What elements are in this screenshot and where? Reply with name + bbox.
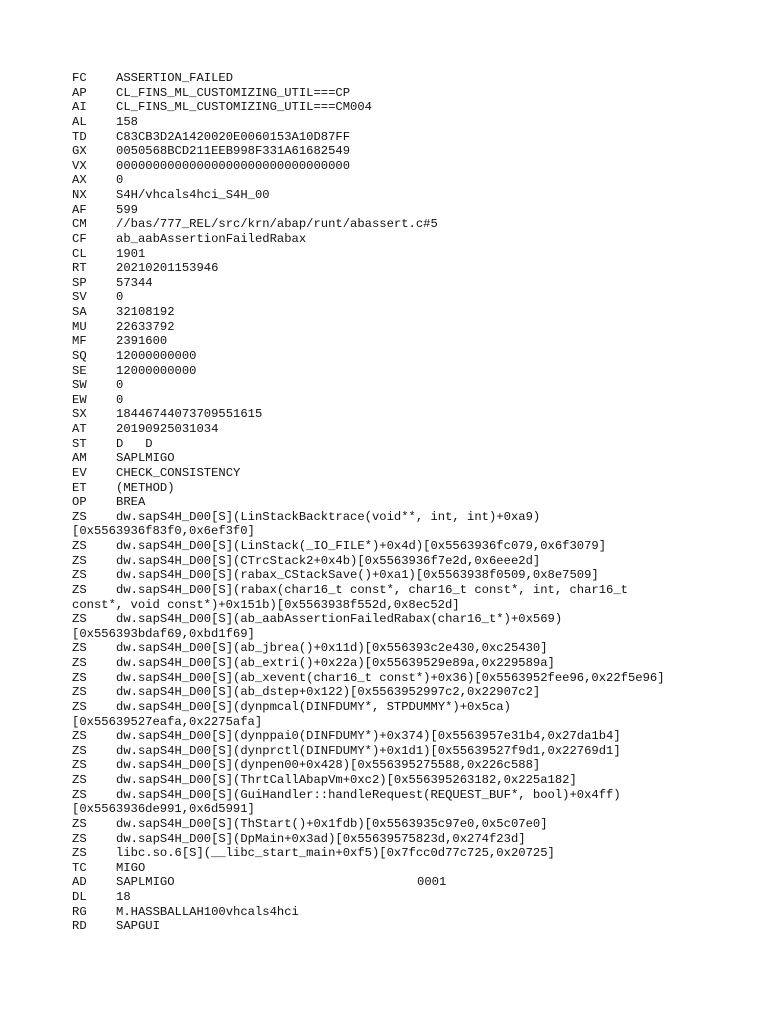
dump-field-key: OP: [72, 495, 87, 510]
dump-field-key: ZS: [72, 758, 87, 773]
dump-row: [72, 144, 712, 159]
dump-field-value: 20210201153946: [116, 261, 219, 276]
dump-field-value: 2391600: [116, 334, 168, 349]
dump-row: [72, 422, 712, 437]
dump-row: [72, 744, 712, 759]
dump-row: [72, 276, 712, 291]
dump-row: [72, 773, 712, 788]
dump-field-key: ZS: [72, 612, 87, 627]
dump-field-value: 57344: [116, 275, 153, 290]
dump-row: [72, 261, 712, 276]
dump-field-key: CF: [72, 231, 87, 246]
dump-field-value: 0: [116, 392, 124, 407]
dump-row: [72, 349, 712, 364]
dump-field-key: TD: [72, 129, 87, 144]
dump-row: [72, 130, 712, 145]
dump-row: [72, 495, 712, 510]
dump-field-value: ASSERTION_FAILED: [116, 71, 234, 85]
dump-field-value: SAPLMIGO: [116, 451, 175, 466]
dump-field-value: dw.sapS4H_D00[S](dynprctl(DINFDUMY*)+0x1d1)[0x55639527f9d1,0x22769d1]: [116, 743, 621, 758]
dump-row: [72, 510, 712, 539]
dump-field-key: SX: [72, 407, 87, 422]
dump-field-value: 18446744073709551615: [116, 407, 263, 422]
dump-field-value: dw.sapS4H_D00[S](CTrcStack2+0x4b)[0x5563936f7e2d,0x6eee2d]: [116, 553, 541, 568]
dump-field-key: SQ: [72, 348, 87, 363]
dump-row: [72, 568, 712, 583]
dump-field-key: AX: [72, 173, 87, 188]
dump-row: [72, 612, 712, 641]
dump-field-key: EV: [72, 465, 87, 480]
dump-field-key: SW: [72, 378, 87, 393]
dump-field-key: ZS: [72, 773, 87, 787]
dump-field-value: MIGO: [116, 860, 146, 875]
dump-field-key: AD: [72, 875, 87, 890]
dump-field-value: dw.sapS4H_D00[S](DpMain+0x3ad)[0x55639575823d,0x274f23d]: [116, 831, 526, 846]
dump-field-value: CL_FINS_ML_CUSTOMIZING_UTIL===CP: [116, 85, 351, 100]
dump-field-value: dw.sapS4H_D00[S](ThStart()+0x1fdb)[0x5563935c97e0,0x5c07e0]: [116, 816, 548, 831]
dump-field-key: ST: [72, 436, 87, 451]
dump-field-key: FC: [72, 71, 87, 85]
dump-field-value: 1901: [116, 246, 146, 261]
dump-field-key: SA: [72, 305, 87, 319]
dump-row: [72, 364, 712, 379]
dump-field-key: AP: [72, 85, 87, 100]
dump-field-value: 12000000000: [116, 363, 197, 378]
dump-field-value: CL_FINS_ML_CUSTOMIZING_UTIL===CM004: [116, 100, 372, 115]
dump-field-value: dw.sapS4H_D00[S](dynpen00+0x428)[0x556395275588,0x226c588]: [116, 758, 541, 773]
dump-field-value: CHECK_CONSISTENCY: [116, 465, 241, 480]
dump-field-value: 0050568BCD211EEB998F331A61682549: [116, 144, 351, 159]
dump-field-key: SP: [72, 275, 87, 290]
dump-row: [72, 393, 712, 408]
dump-field-value: dw.sapS4H_D00[S](rabax_CStackSave()+0xa1)[0x5563938f0509,0x8e7509]: [116, 568, 599, 583]
dump-field-key: CM: [72, 217, 87, 232]
dump-row: [72, 71, 712, 86]
dump-field-value: dw.sapS4H_D00[S](LinStackBacktrace(void**, int, int)+0xa9): [116, 509, 541, 524]
dump-row: [72, 407, 712, 422]
dump-row: [72, 539, 712, 554]
dump-field-key: ZS: [72, 787, 87, 802]
dump-field-key: ZS: [72, 685, 87, 700]
dump-field-value: 0: [116, 290, 124, 305]
dump-row: [72, 817, 712, 832]
dump-row: [72, 437, 712, 452]
dump-field-key: MU: [72, 319, 87, 334]
short-dump-listing: [72, 71, 712, 934]
dump-field-key: ZS: [72, 816, 87, 831]
dump-field-value: 20190925031034: [116, 422, 219, 436]
dump-field-extra-value: 0001: [417, 875, 447, 890]
dump-field-key: ZS: [72, 656, 87, 670]
dump-field-key: ZS: [72, 553, 87, 568]
dump-field-value: 599: [116, 202, 138, 217]
dump-field-key: ZS: [72, 670, 87, 685]
dump-field-key: ZS: [72, 568, 87, 583]
dump-row: [72, 685, 712, 700]
dump-row: [72, 758, 712, 773]
dump-field-key: RD: [72, 919, 87, 934]
dump-row: [72, 729, 712, 744]
dump-field-value: D D: [116, 436, 153, 451]
dump-row: [72, 905, 712, 920]
dump-field-key: AT: [72, 422, 87, 436]
dump-field-value: 32108192: [116, 305, 175, 319]
dump-field-value: 0: [116, 378, 124, 393]
dump-field-key: ZS: [72, 846, 87, 861]
dump-row: [72, 788, 712, 817]
dump-field-key: ZS: [72, 641, 87, 656]
dump-row: [72, 188, 712, 203]
dump-field-value: dw.sapS4H_D00[S](dynppai0(DINFDUMY*)+0x374)[0x5563957e31b4,0x27da1b4]: [116, 729, 621, 744]
dump-field-value: SAPGUI: [116, 919, 160, 934]
dump-field-value: dw.sapS4H_D00[S](ab_jbrea()+0x11d)[0x556393c2e430,0xc25430]: [116, 641, 548, 656]
dump-field-value: dw.sapS4H_D00[S](ab_aabAssertionFailedRabax(char16_t*)+0x569): [116, 612, 563, 627]
dump-field-value-continuation: [0x55639527eafa,0x2275afa]: [72, 714, 263, 729]
dump-row: [72, 290, 712, 305]
dump-field-key: RG: [72, 904, 87, 919]
dump-row: [72, 320, 712, 335]
dump-field-value-continuation: [0x5563936f83f0,0x6ef3f0]: [72, 524, 255, 539]
dump-field-value: ab_aabAssertionFailedRabax: [116, 231, 307, 246]
dump-field-value: (METHOD): [116, 480, 175, 495]
dump-field-value: dw.sapS4H_D00[S](ab_dstep+0x122)[0x5563952997c2,0x22907c2]: [116, 685, 541, 700]
dump-row: [72, 890, 712, 905]
dump-row: [72, 481, 712, 496]
dump-field-key: ZS: [72, 582, 87, 597]
dump-field-value-continuation: [0x556393bdaf69,0xbd1f69]: [72, 626, 255, 641]
dump-field-key: AL: [72, 114, 87, 129]
dump-row: [72, 173, 712, 188]
dump-field-key: ZS: [72, 743, 87, 758]
dump-row: [72, 846, 712, 861]
dump-field-key: ZS: [72, 509, 87, 524]
dump-field-key: TC: [72, 860, 87, 875]
dump-row: [72, 641, 712, 656]
dump-field-value: dw.sapS4H_D00[S](LinStack(_IO_FILE*)+0x4d)[0x5563936fc079,0x6f3079]: [116, 539, 607, 553]
dump-row: [72, 656, 712, 671]
dump-row: [72, 554, 712, 569]
dump-field-value: S4H/vhcals4hci_S4H_00: [116, 188, 270, 202]
dump-row: [72, 875, 712, 890]
dump-field-key: SV: [72, 290, 87, 305]
dump-field-key: GX: [72, 144, 87, 159]
dump-row: [72, 86, 712, 101]
dump-row: [72, 100, 712, 115]
dump-field-value: BREA: [116, 495, 146, 510]
dump-field-value: libc.so.6[S](__libc_start_main+0xf5)[0x7fcc0d77c725,0x20725]: [116, 846, 555, 861]
dump-row: [72, 334, 712, 349]
dump-field-key: ET: [72, 480, 87, 495]
dump-field-key: NX: [72, 188, 87, 202]
dump-field-value: 18: [116, 890, 131, 904]
dump-field-value: M.HASSBALLAH100vhcals4hci: [116, 904, 299, 919]
dump-field-key: VX: [72, 158, 87, 173]
dump-row: [72, 451, 712, 466]
dump-row: [72, 115, 712, 130]
dump-field-key: SE: [72, 363, 87, 378]
dump-field-value: //bas/777_REL/src/krn/abap/runt/abassert.c#5: [116, 217, 438, 232]
dump-row: [72, 378, 712, 393]
dump-field-value: dw.sapS4H_D00[S](rabax(char16_t const*, char16_t const*, int, char16_t: [116, 582, 628, 597]
dump-field-key: ZS: [72, 729, 87, 744]
dump-field-key: ZS: [72, 539, 87, 553]
dump-field-value: dw.sapS4H_D00[S](ab_xevent(char16_t const*)+0x36)[0x5563952fee96,0x22f5e96]: [116, 670, 665, 685]
dump-row: [72, 832, 712, 847]
dump-row: [72, 919, 712, 934]
dump-row: [72, 861, 712, 876]
dump-field-value: 12000000000: [116, 348, 197, 363]
dump-field-value: dw.sapS4H_D00[S](ThrtCallAbapVm+0xc2)[0x556395263182,0x225a182]: [116, 773, 577, 787]
dump-row: [72, 203, 712, 218]
dump-field-key: ZS: [72, 831, 87, 846]
dump-field-value: dw.sapS4H_D00[S](GuiHandler::handleRequest(REQUEST_BUF*, bool)+0x4ff): [116, 787, 621, 802]
dump-row: [72, 247, 712, 262]
dump-row: [72, 159, 712, 174]
dump-row: [72, 583, 712, 612]
dump-field-value-continuation: const*, void const*)+0x151b)[0x5563938f552d,0x8ec52d]: [72, 597, 460, 612]
dump-row: [72, 217, 712, 232]
dump-field-key: AM: [72, 451, 87, 466]
dump-field-value-continuation: [0x5563936de991,0x6d5991]: [72, 802, 255, 817]
dump-field-value: 22633792: [116, 319, 175, 334]
dump-field-key: CL: [72, 246, 87, 261]
dump-field-value: dw.sapS4H_D00[S](dynpmcal(DINFDUMY*, STPDUMMY*)+0x5ca): [116, 699, 511, 714]
dump-field-key: AI: [72, 100, 87, 115]
dump-field-value: 00000000000000000000000000000000: [116, 158, 351, 173]
dump-field-key: ZS: [72, 699, 87, 714]
dump-row: [72, 700, 712, 729]
dump-field-value: 0: [116, 173, 124, 188]
dump-row: [72, 466, 712, 481]
dump-field-key: DL: [72, 890, 87, 904]
dump-field-key: RT: [72, 261, 87, 276]
dump-field-value: dw.sapS4H_D00[S](ab_extri()+0x22a)[0x55639529e89a,0x229589a]: [116, 656, 555, 670]
dump-row: [72, 232, 712, 247]
dump-field-value: SAPLMIGO: [116, 875, 175, 890]
dump-field-key: EW: [72, 392, 87, 407]
dump-field-value: 158: [116, 114, 138, 129]
dump-field-key: MF: [72, 334, 87, 349]
dump-field-value: C83CB3D2A1420020E0060153A10D87FF: [116, 129, 351, 144]
dump-field-key: AF: [72, 202, 87, 217]
dump-row: [72, 671, 712, 686]
dump-row: [72, 305, 712, 320]
